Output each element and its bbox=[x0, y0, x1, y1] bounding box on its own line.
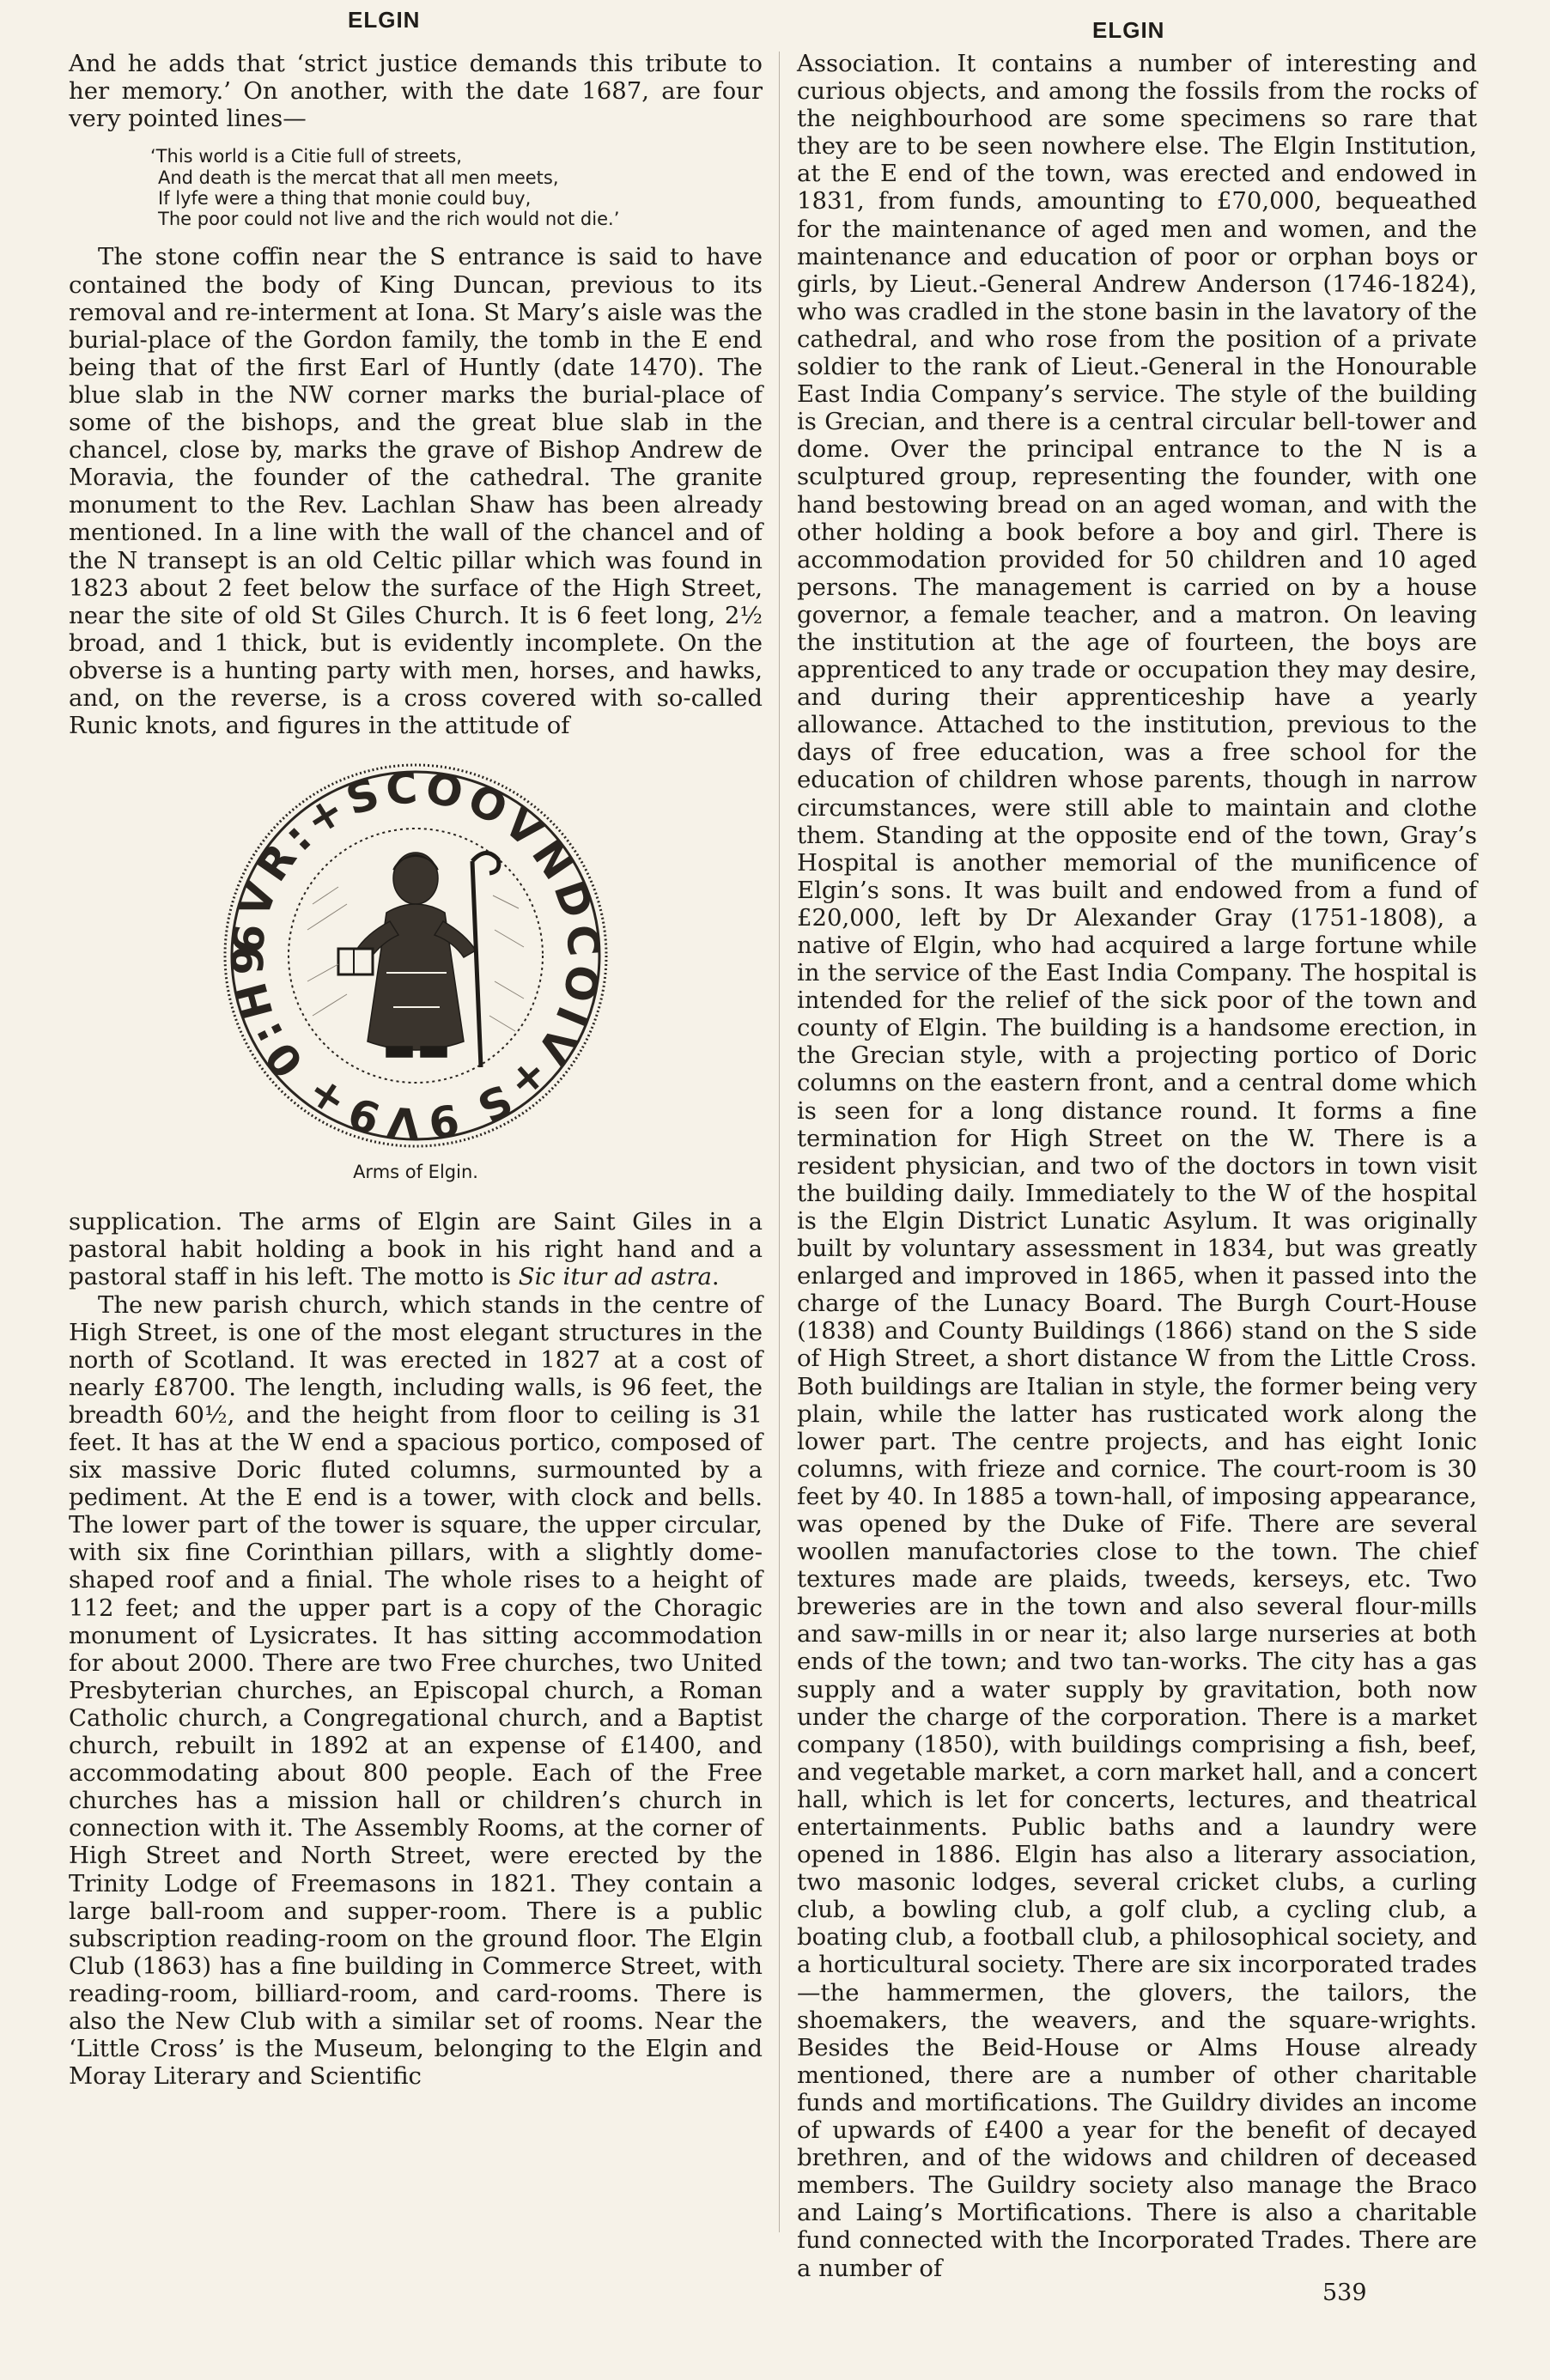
running-head-right: ELGIN bbox=[1092, 17, 1165, 43]
left-column bbox=[69, 50, 763, 2090]
paragraph: The stone coffin near the S entrance is said to have contained the body of King Duncan, previous to its removal and re-interment at Iona. St Mary’s aisle was the burial-place of the Gordon family, the tomb in the E end being that of the first Earl of Huntly (date 1470). The blue slab in the NW corner marks the burial-place of some of the bishops, and the great blue slab in the chancel, close by, marks the grave of Bishop Andrew de Moravia, the founder of the cathedral. The granite monument to the Rev. Lachlan Shaw has been already mentioned. In a line with the wall of the chancel and of the N transept is an old Celtic pillar which was found in 1823 about 2 feet below the surface of the High Street, near the site of old St Giles Church. It is 6 feet long, 2½ broad, and 1 thick, but is evidently incomplete. On the obverse is a hunting party with men, horses, and hawks, and, on the reverse, is a cross covered with so-called Runic knots, and figures in the attitude of bbox=[69, 243, 763, 740]
paragraph bbox=[69, 1208, 763, 1290]
paragraph-text: supplication. The arms of Elgin are Saint Giles in a pastoral habit holding a book in his right hand and a pastoral staff in his left. The motto is bbox=[69, 1208, 763, 1291]
column-divider bbox=[779, 52, 780, 2232]
verse-line: If lyfe were a thing that monie could buy, bbox=[158, 187, 532, 209]
right-column bbox=[797, 50, 1477, 2282]
running-head-left: ELGIN bbox=[348, 7, 421, 33]
arms-figure bbox=[69, 758, 763, 1153]
verse-line: ‘This world is a Citie full of streets, bbox=[150, 146, 462, 167]
verse-line: The poor could not live and the rich would not die.’ bbox=[158, 209, 620, 230]
paragraph: The new parish church, which stands in the centre of High Street, is one of the most elegant structures in the north of Scotland. It was erected in 1827 at a cost of nearly £8700. The length, including walls, is 96 feet, the breadth 60½, and the height from floor to ceiling is 31 feet. It has at the W end a spacious portico, composed of six massive Doric fluted columns, surmounted by a pediment. At the E end is a tower, with clock and bells. The lower part of the tower is square, the upper circular, with six fine Corinthian pillars, with a slightly dome-shaped roof and a finial. The whole rises to a height of 112 feet; and the upper part is a copy of the Choragic monument of Lysicrates. It has sitting accommodation for about 2000. There are two Free churches, two United Presbyterian churches, an Episcopal church, a Roman Catholic church, a Congregational church, and a Baptist church, rebuilt in 1892 at an expense of £1400, and accommodating about 800 people. Each of the Free churches has a mission hall or children’s church in connection with it. The Assembly Rooms, at the corner of High Street and North Street, were erected by the Trinity Lodge of Freemasons in 1821. They contain a large ball-room and supper-room. There is a public subscription reading-room on the ground floor. The Elgin Club (1863) has a fine building in Commerce Street, with reading-room, billiard-room, and card-rooms. There is also the New Club with a similar set of rooms. Near the ‘Little Cross’ is the Museum, belonging to the Elgin and Moray Literary and Scientific bbox=[69, 1290, 763, 2091]
verse-line: And death is the mercat that all men meets, bbox=[158, 167, 559, 188]
page-number: 539 bbox=[1322, 2280, 1367, 2306]
saint-giles-figure bbox=[338, 853, 499, 1067]
paragraph-text: . bbox=[711, 1263, 720, 1291]
seal-illustration bbox=[218, 758, 613, 1153]
quoted-verse bbox=[150, 146, 763, 230]
seal-legend: 6VR:+SCOOVNDCOIV+S 9V9+ 0:H9 bbox=[222, 762, 609, 1150]
paragraph: And he adds that ‘strict justice demands this tribute to her memory.’ On another, with the date 1687, are four very pointed lines— bbox=[69, 50, 763, 133]
paragraph: Association. It contains a number of interesting and curious objects, and among the fossils from the rocks of the neighbourhood are some specimens so rare that they are to be seen nowhere else. The Elgin Institution, at the E end of the town, was erected and endowed in 1831, from funds, amounting to £70,000, bequeathed for the maintenance of aged men and women, and the maintenance and education of poor or orphan boys or girls, by Lieut.-General Andrew Anderson (1746-1824), who was cradled in the stone basin in the lavatory of the cathedral, and who rose from the position of a private soldier to the rank of Lieut.-General in the Honourable East India Company’s service. The style of the building is Grecian, and there is a central circular bell-tower and dome. Over the principal entrance to the N is a sculptured group, representing the founder, with one hand bestowing bread on an aged woman, and with the other holding a book before a boy and girl. There is accommodation provided for 50 children and 10 aged persons. The management is carried on by a house governor, a female teacher, and a matron. On leaving the institution at the age of fourteen, the boys are apprenticed to any trade or occupation they may desire, and during their apprenticeship have a yearly allowance. Attached to the institution, previous to the days of free education, was a free school for the education of children whose parents, though in narrow circumstances, were still able to maintain and clothe them. Standing at the opposite end of the town, Gray’s Hospital is another memorial of the munificence of Elgin’s sons. It was built and endowed from a fund of £20,000, left by Dr Alexander Gray (1751-1808), a native of Elgin, who had acquired a large fortune while in the service of the East India Company. The hospital is intended for the relief of the sick poor of the town and county of Elgin. The building is a handsome erection, in the Grecian style, with a projecting portico of Doric columns on the eastern front, and a central dome which is seen for a long distance round. It forms a fine termination for High Street on the W. There is a resident physician, and two of the doctors in town visit the building daily. Immediately to the W of the hospital is the Elgin District Lunatic Asylum. It was originally built by voluntary assessment in 1834, but was greatly enlarged and improved in 1865, when it passed into the charge of the Lunacy Board. The Burgh Court-House (1838) and County Buildings (1866) stand on the S side of High Street, a short distance W from the Little Cross. Both buildings are Italian in style, the former being very plain, while the latter has rusticated work along the lower part. The centre projects, and has eight Ionic columns, with frieze and cornice. The court-room is 30 feet by 40. In 1885 a town-hall, of imposing appearance, was opened by the Duke of Fife. There are several woollen manufactories close to the town. The chief textures made are plaids, tweeds, kerseys, etc. Two breweries are in the town and also several flour-mills and saw-mills in or near it; also large nurseries at both ends of the town; and two tan-works. The city has a gas supply and a water supply by gravitation, both now under the charge of the corporation. There is a market company (1850), with buildings comprising a fish, beef, and vegetable market, a corn market hall, and a concert hall, which is let for concerts, lectures, and theatrical entertainments. Public baths and a laundry were opened in 1886. Elgin has also a literary association, two masonic lodges, several cricket clubs, a curling club, a bowling club, a golf club, a cycling club, a boating club, a football club, a philosophical society, and a horticultural society. There are six incorporated trades—the hammermen, the glovers, the tailors, the shoemakers, the weavers, and the square-wrights. Besides the Beid-House or Alms House already mentioned, there are a number of other charitable funds and mortifications. The Guildry divides an income of upwards of £400 a year for the benefit of decayed brethren, and of the widows and children of deceased members. The Guildry society also manage the Braco and Laing’s Mortifications. There is also a charitable fund connected with the Incorporated Trades. There are a number of bbox=[797, 50, 1477, 2282]
figure-caption: Arms of Elgin. bbox=[353, 1162, 478, 1183]
motto-text: Sic itur ad astra bbox=[518, 1263, 712, 1291]
